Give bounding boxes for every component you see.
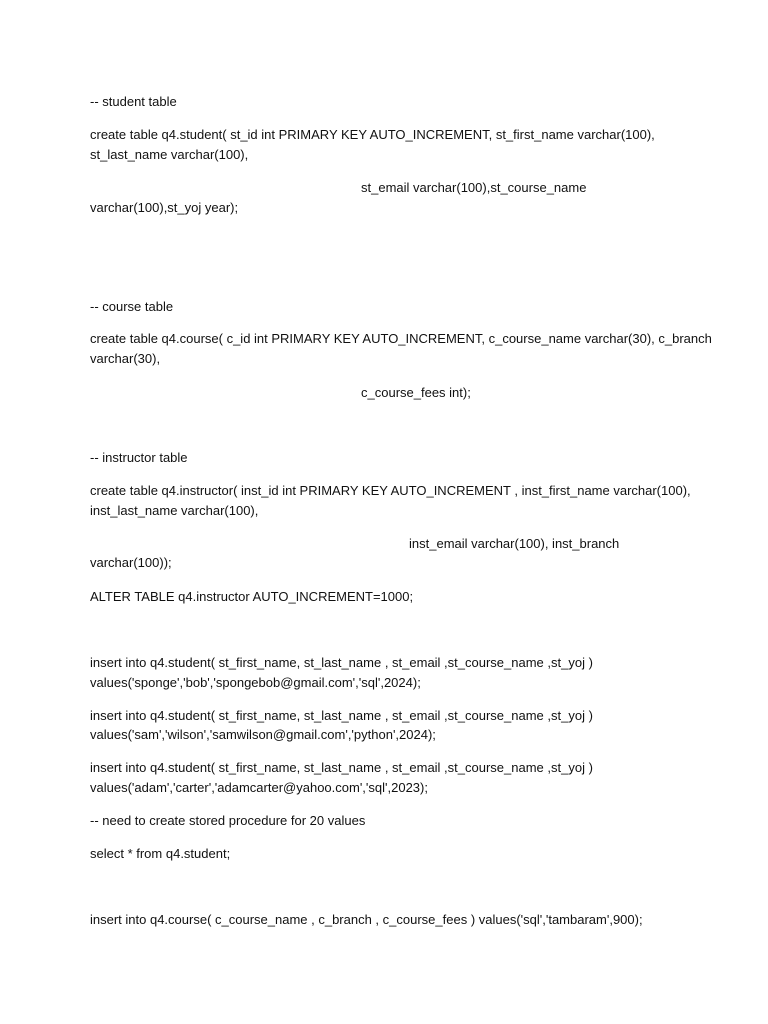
sql-line: st_email varchar(100),st_course_name xyxy=(361,180,587,195)
sql-line: values('sponge','bob','spongebob@gmail.com','sql',2024); xyxy=(90,675,421,690)
sql-line: varchar(100)); xyxy=(90,555,172,570)
sql-line: inst_email varchar(100), inst_branch xyxy=(409,536,620,551)
sql-line: insert into q4.student( st_first_name, st_last_name , st_email ,st_course_name ,st_yoj ) xyxy=(90,655,593,670)
sql-line: ALTER TABLE q4.instructor AUTO_INCREMENT=1000; xyxy=(90,589,414,604)
sql-line: select * from q4.student; xyxy=(90,846,231,861)
sql-line: insert into q4.student( st_first_name, st_last_name , st_email ,st_course_name ,st_yoj ) xyxy=(90,708,593,723)
sql-line: create table q4.student( st_id int PRIMARY KEY AUTO_INCREMENT, st_first_name varchar(100), xyxy=(90,127,655,142)
sql-line: varchar(30), xyxy=(90,351,161,366)
sql-line: values('adam','carter','adamcarter@yahoo.com','sql',2023); xyxy=(90,780,428,795)
sql-line: create table q4.instructor( inst_id int PRIMARY KEY AUTO_INCREMENT , inst_first_name varchar(100), xyxy=(90,483,691,498)
sql-line: inst_last_name varchar(100), xyxy=(90,503,259,518)
sql-line: create table q4.course( c_id int PRIMARY KEY AUTO_INCREMENT, c_course_name varchar(30), c_branch xyxy=(90,331,712,346)
comment-student-table: -- student table xyxy=(90,94,177,109)
comment-instructor-table: -- instructor table xyxy=(90,450,188,465)
sql-line: st_last_name varchar(100), xyxy=(90,147,249,162)
sql-line: insert into q4.student( st_first_name, st_last_name , st_email ,st_course_name ,st_yoj ) xyxy=(90,760,593,775)
comment-course-table: -- course table xyxy=(90,299,174,314)
sql-line: c_course_fees int); xyxy=(361,385,471,400)
sql-line: varchar(100),st_yoj year); xyxy=(90,200,239,215)
comment-stored-procedure: -- need to create stored procedure for 20 values xyxy=(90,813,366,828)
sql-line: values('sam','wilson','samwilson@gmail.com','python',2024); xyxy=(90,727,436,742)
sql-line: insert into q4.course( c_course_name , c_branch , c_course_fees ) values('sql','tambaram',900); xyxy=(90,912,643,927)
